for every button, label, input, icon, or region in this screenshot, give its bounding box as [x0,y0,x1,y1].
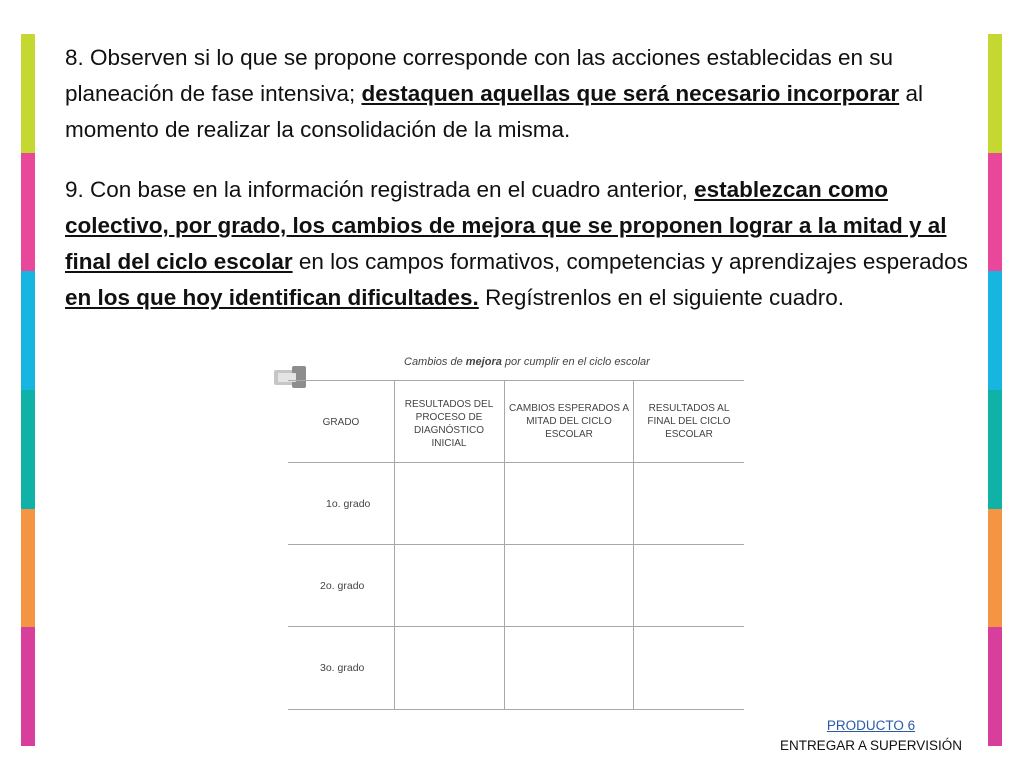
bar-segment [21,271,35,390]
bar-segment [988,390,1002,509]
instruction-8-emphasis: destaquen aquellas que será necesario incorporar [361,81,900,106]
row-label-1: 1o. grado [326,498,371,510]
grid-line [288,544,744,545]
delivery-note: ENTREGAR A SUPERVISIÓN [779,738,962,753]
grid-line [288,380,744,381]
bar-segment [988,509,1002,628]
instruction-9 [65,172,970,316]
table-title-start: Cambios de [404,356,466,368]
left-color-bar [21,34,35,746]
bar-segment [21,509,35,628]
instruction-9-text: 9. Con base en la información registrada en el cuadro anterior, [65,177,695,202]
header-mitad: CAMBIOS ESPERADOS A MITAD DEL CICLO ESCOLAR [508,403,630,440]
grid-line [288,462,744,463]
instruction-8-text: 8. Observen si lo que se propone corresponde con las acciones establecidas en su planeación de fase intensiva; [65,45,894,106]
bar-segment [21,390,35,509]
grid-line [504,380,505,710]
grid-line [288,626,744,627]
right-color-bar [988,34,1002,746]
grid-line [633,380,634,710]
instruction-9-emphasis: establezcan como colectivo, por grado, los cambios de mejora que se proponen lograr a la mitad y al final del ciclo escolar [65,177,947,274]
bar-segment [988,34,1002,153]
producto-link[interactable]: PRODUCTO 6 [826,718,916,733]
bar-segment [988,627,1002,746]
row-label-3: 3o. grado [320,662,365,674]
table-title [404,356,650,368]
instruction-8-text-end: al momento de realizar la consolidación de la misma. [65,81,923,142]
bar-segment [21,627,35,746]
table-title-bold: mejora [465,356,502,368]
header-grado: GRADO [322,417,360,428]
bar-segment [988,153,1002,272]
bar-segment [21,34,35,153]
bar-segment [21,153,35,272]
slide-body [65,40,970,316]
table-grid [288,380,744,710]
grid-line [394,380,395,710]
header-diagnostico: RESULTADOS DEL PROCESO DE DIAGNÓSTICO INICIAL [404,399,494,449]
row-label-2: 2o. grado [320,580,365,592]
instruction-9-text-end: Regístrenlos en el siguiente cuadro. [478,285,845,310]
improvement-table [272,352,752,714]
table-title-end: por cumplir en el ciclo escolar [501,356,650,368]
grid-line [288,709,744,710]
instruction-9-text-middle: en los campos formativos, competencias y aprendizajes esperados [292,249,968,274]
instruction-8 [65,40,970,148]
instruction-9-emphasis-2: en los que hoy identifican dificultades. [65,285,479,310]
header-final: RESULTADOS AL FINAL DEL CICLO ESCOLAR [647,403,731,440]
footer-note [780,716,962,756]
bar-segment [988,271,1002,390]
